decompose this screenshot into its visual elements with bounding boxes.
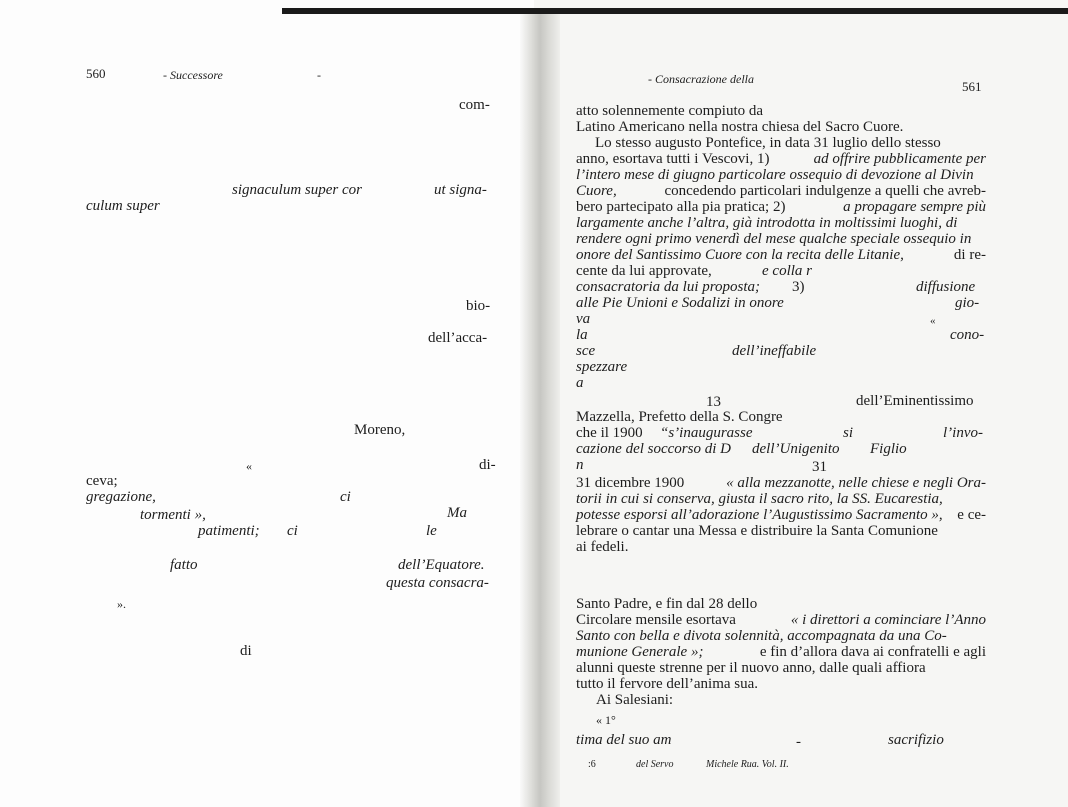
line-ceva: ceva;	[86, 473, 118, 489]
text-line-27: lebrare o cantar una Messa e distribuire la Santa Comunione	[576, 523, 938, 539]
text-line-18: a	[576, 375, 584, 391]
footer-number: :6	[588, 759, 596, 770]
text-line-11-a: cente da lui approvate,	[576, 263, 712, 279]
book-gutter	[520, 8, 560, 807]
line-dellequatore: dell’Equatore.	[398, 557, 485, 573]
text-line-5: l’intero mese di giugno particolare ossequio di devozione al Divin	[576, 167, 974, 183]
line-ut-signa: ut signa-	[434, 182, 487, 198]
text-line-4	[576, 151, 986, 167]
text-line-14-a: va	[576, 311, 591, 327]
text-line-10	[576, 247, 986, 263]
right-page-number: 561	[962, 79, 982, 94]
text-line-21-c: si	[843, 425, 854, 441]
text-line-17: spezzare	[576, 359, 628, 375]
text-line-30-b: « i direttori a cominciare l’Anno	[790, 612, 986, 628]
text-line-7-a: bero partecipato alla pia pratica; 2)	[576, 199, 786, 215]
text-line-30	[576, 612, 986, 628]
left-page-number: 560	[86, 66, 106, 81]
text-line-16-b: dell’ineffabile	[732, 343, 817, 359]
line-di-2: di	[240, 643, 252, 659]
text-line-6-a: Cuore,	[576, 183, 617, 199]
text-line-32-b: e fin d’allora dava ai confratelli e agli	[759, 644, 986, 660]
line-dellacca: dell’acca-	[428, 330, 488, 346]
footer-title: Michele Rua. Vol. II.	[706, 759, 789, 770]
text-line-20: Mazzella, Prefetto della S. Congre	[576, 409, 783, 425]
text-line-28: ai fedeli.	[576, 539, 629, 555]
text-line-32-a: munione Generale »;	[576, 644, 704, 660]
right-running-header: - Consacrazione della	[648, 72, 754, 86]
text-line-32	[576, 644, 986, 660]
line-ci: ci	[340, 489, 351, 505]
line-questa-consacra: questa consacra-	[386, 575, 489, 591]
text-line-6	[576, 183, 986, 199]
text-line-22-a: cazione del soccorso di D	[576, 441, 731, 457]
text-line-15-a: la	[576, 327, 588, 343]
text-line-34: tutto il fervore dell’anima sua.	[576, 676, 759, 692]
text-line-21-d: l’invo-	[943, 425, 983, 441]
text-line-1: atto solennemente compiuto da	[576, 103, 764, 119]
line-di: di-	[479, 457, 496, 473]
text-line-4-a: anno, esortava tutti i Vescovi, 1)	[576, 151, 770, 167]
text-line-16-a: sce	[576, 343, 596, 359]
text-line-23-a: n	[576, 457, 584, 473]
text-line-24	[576, 475, 986, 491]
footer-del-servo: del Servo	[636, 759, 674, 770]
text-line-3: Lo stesso augusto Pontefice, in data 31 luglio dello stesso	[595, 135, 941, 151]
text-line-37-a: tima del suo am	[576, 732, 672, 748]
line-patimenti: patimenti;	[198, 523, 260, 539]
left-running-header-dash: -	[317, 68, 321, 82]
text-line-10-b: di re-	[953, 247, 986, 263]
text-line-12-b: 3)	[792, 279, 805, 295]
text-line-26	[576, 507, 986, 523]
line-signaculum: signaculum super cor	[232, 182, 362, 198]
left-close-quote: ».	[117, 597, 126, 611]
text-line-26-a: potesse esporsi all’adorazione l’Augustissimo Sacramento »,	[576, 507, 943, 523]
text-line-36: « 1°	[596, 713, 616, 727]
text-line-26-b: e ce-	[957, 507, 986, 523]
text-line-30-a: Circolare mensile esortava	[576, 612, 736, 628]
text-line-11-b: e colla r	[762, 263, 812, 279]
left-running-header: - Successore	[163, 68, 223, 82]
text-line-13-a: alle Pie Unioni e Sodalizi in onore	[576, 295, 784, 311]
text-line-31: Santo con bella e divota solennità, accompagnata da una Co-	[576, 628, 947, 644]
text-line-29: Santo Padre, e fin dal 28 dello	[576, 596, 758, 612]
text-line-12-a: consacratoria da lui proposta;	[576, 279, 761, 295]
text-line-13-b: gio-	[955, 295, 980, 311]
text-line-24-a: 31 dicembre 1900	[576, 475, 685, 491]
line-moreno: Moreno,	[354, 422, 406, 438]
text-line-35: Ai Salesiani:	[596, 692, 674, 708]
line-ma: Ma	[447, 505, 467, 521]
line-com: com-	[459, 97, 490, 113]
text-line-10-a: onore del Santissimo Cuore con la recita delle Litanie,	[576, 247, 904, 263]
text-line-25: torii in cui si conserva, giusta il sacro rito, la SS. Eucarestia,	[576, 491, 943, 507]
line-ci-2: ci	[287, 523, 298, 539]
text-line-19-a: 13	[706, 394, 721, 410]
line-gregazione: gregazione,	[86, 489, 156, 505]
text-line-37-c: sacrifizio	[888, 732, 944, 748]
top-edge-line	[282, 8, 1068, 14]
text-line-4-b: ad offrire pubblicamente per	[813, 151, 986, 167]
line-bio: bio-	[466, 298, 491, 314]
text-line-19-b: dell’Eminentissimo	[856, 393, 974, 409]
text-line-22-b: dell’Unigenito	[752, 441, 840, 457]
line-le: le	[426, 523, 437, 539]
text-line-9: rendere ogni primo venerdì del mese qualche speciale ossequio in	[576, 231, 972, 247]
line-tormenti: tormenti »,	[140, 507, 206, 523]
text-line-22-c: Figlio	[870, 441, 907, 457]
line-culum-super: culum super	[86, 198, 160, 214]
text-line-33: alunni queste strenne per il nuovo anno, dalle quali affiora	[576, 660, 926, 676]
text-line-24-b: « alla mezzanotte, nelle chiese e negli Ora-	[726, 475, 986, 491]
text-line-6-b: concedendo particolari indulgenze a quelli che avreb-	[664, 183, 986, 199]
left-quote-mark: «	[246, 459, 252, 473]
text-line-21-b: “s’inaugurasse	[660, 425, 753, 441]
text-line-2: Latino Americano nella nostra chiesa del Sacro Cuore.	[576, 119, 904, 135]
text-line-21-a: che il 1900	[576, 425, 643, 441]
text-line-7-b: a propagare sempre più	[843, 199, 986, 215]
text-line-14-b: «	[930, 315, 936, 327]
text-line-23-b: 31	[812, 459, 827, 475]
text-line-37-b: -	[796, 734, 801, 750]
text-line-12-c: diffusione	[916, 279, 976, 295]
text-line-7	[576, 199, 986, 215]
text-line-15-b: cono-	[950, 327, 985, 343]
line-fatto: fatto	[170, 557, 198, 573]
text-line-8: largamente anche l’altra, già introdotta in moltissimi luoghi, di	[576, 215, 958, 231]
